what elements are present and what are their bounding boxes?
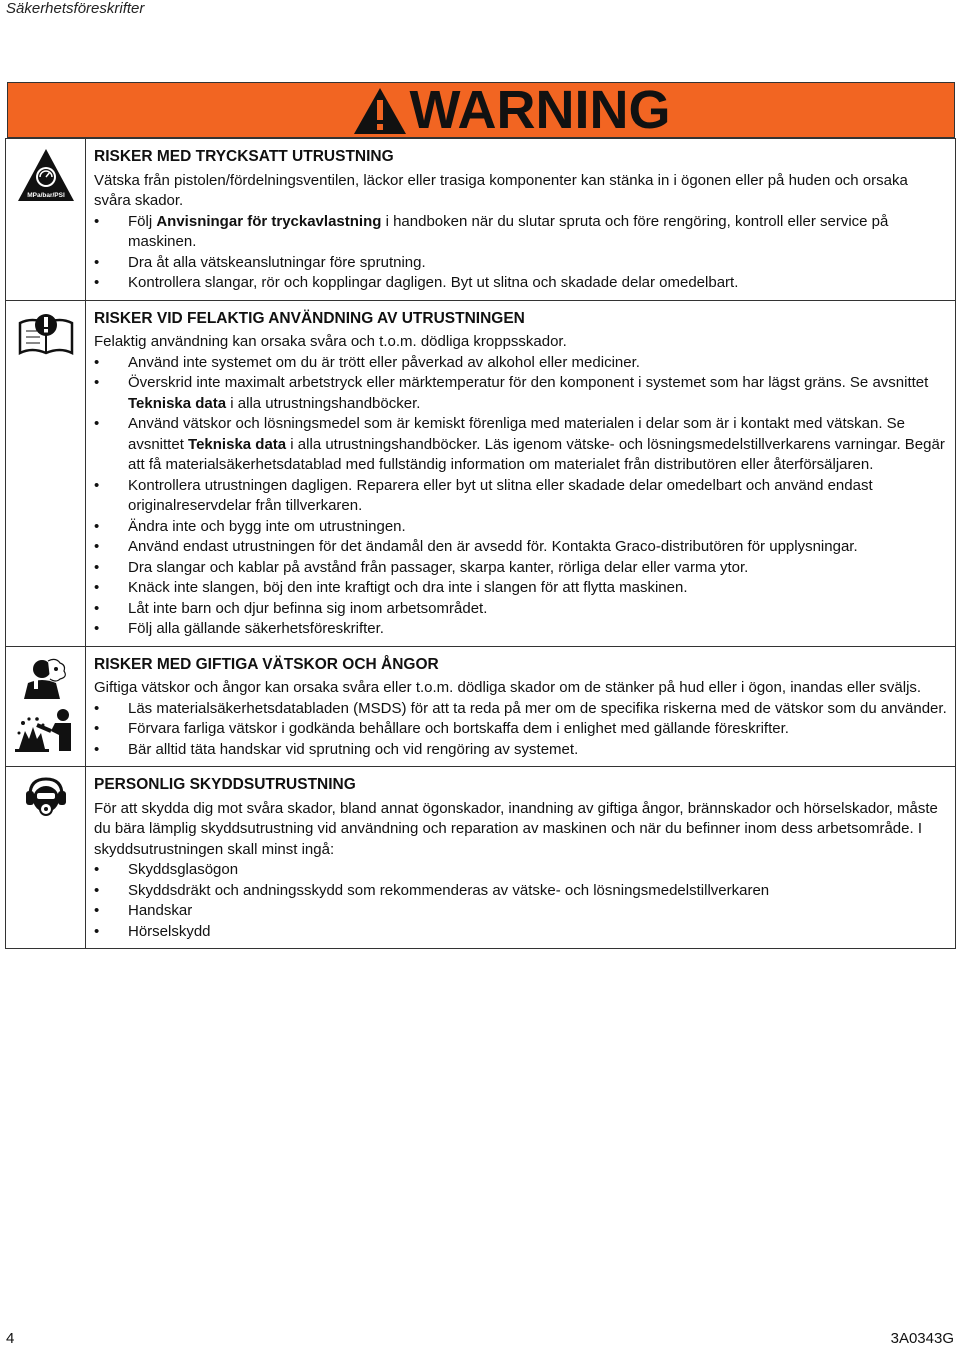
- hazard-text-cell: [86, 767, 956, 949]
- bullet-list: [94, 699, 947, 761]
- bullet-item: • Handskar: [94, 901, 947, 922]
- protective-gear-icon: [24, 775, 68, 821]
- bullet-item: • Dra slangar och kablar på avstånd från passager, skarpa kanter, rörliga delar eller varma ytor.: [94, 558, 947, 579]
- bullet-item: • Följ Anvisningar för tryckavlastning i handboken när du slutar spruta och före rengöring, kontroll eller service på maskinen.: [94, 212, 947, 253]
- section-intro: Felaktig användning kan orsaka svåra och t.o.m. dödliga kroppsskador.: [94, 333, 567, 350]
- section-title: RISKER VID FELAKTIG ANVÄNDNING AV UTRUSTNINGEN: [94, 309, 525, 327]
- warning-banner: [7, 82, 955, 138]
- section-intro: Giftiga vätskor och ångor kan orsaka svåra eller t.o.m. dödliga skador om de stänker på hud eller i ögon, inandas eller sväljs.: [94, 679, 922, 696]
- bullet-item: • Följ alla gällande säkerhetsföreskrifter.: [94, 619, 947, 640]
- section-title: RISKER MED TRYCKSATT UTRUSTNING: [94, 148, 394, 165]
- bullet-item: • Knäck inte slangen, böj den inte kraftigt och dra inte i slangen för att flytta maskinen.: [94, 578, 947, 599]
- bullet-item: • Låt inte barn och djur befinna sig inom arbetsområdet.: [94, 599, 947, 620]
- icon-cell: [6, 139, 86, 301]
- hazard-text-cell: [86, 300, 956, 646]
- bullet-item: • Ändra inte och bygg inte om utrustningen.: [94, 517, 947, 538]
- bullet-item: • Läs materialsäkerhetsdatabladen (MSDS) för att ta reda på mer om de specifika riskerna med de vätskor som du använder.: [94, 699, 947, 720]
- document-code: 3A0343G: [890, 1330, 954, 1347]
- bullet-item: • Förvara farliga vätskor i godkända behållare och bortskaffa dem i enlighet med gällande föreskrifter.: [94, 719, 947, 740]
- bullet-list: [94, 860, 947, 942]
- hazard-text-cell: [86, 646, 956, 767]
- section-title: PERSONLIG SKYDDSUTRUSTNING: [94, 776, 356, 793]
- hazard-row-pressure: [6, 139, 956, 301]
- bullet-item: • Överskrid inte maximalt arbetstryck eller märktemperatur för den komponent i systemet som har lägst gräns. Se avsnittet Tekniska data i alla utrustningshandböcker.: [94, 373, 947, 414]
- bullet-list: [94, 212, 947, 294]
- bullet-item: • Kontrollera utrustningen dagligen. Reparera eller byt ut slitna eller skadade delar omedelbart och använd endast originalreservdelar från tillverkaren.: [94, 476, 947, 517]
- bullet-item: • Använd endast utrustningen för det ändamål den är avsedd för. Kontakta Graco-distributören för upplysningar.: [94, 537, 947, 558]
- hazard-table: [5, 138, 956, 949]
- icon-cell: [6, 300, 86, 646]
- gauge-units-label: MPa/bar/PSI: [26, 192, 65, 199]
- manual-warning-icon: [16, 309, 76, 359]
- bullet-list: [94, 353, 947, 640]
- hazard-row-ppe: [6, 767, 956, 949]
- icon-cell: [6, 646, 86, 767]
- hazard-text-cell: [86, 139, 956, 301]
- section-intro: Vätska från pistolen/fördelningsventilen, läckor eller trasiga komponenter kan stänka in i ögonen eller på huden och orsaka svåra skador.: [94, 171, 908, 209]
- section-intro: För att skydda dig mot svåra skador, bland annat ögonskador, inandning av giftiga ångor, brännskador och hörselskador, måste du bära lämplig skyddsutrustning vid användning och reparation av maskinen och när du befinner inom dess arbetsområde. I skyddsutrustningen skall minst ingå:: [94, 799, 938, 858]
- warning-triangle-icon: [352, 86, 408, 136]
- bullet-item: • Hörselskydd: [94, 922, 947, 943]
- bullet-item: • Använd vätskor och lösningsmedel som är kemiskt förenliga med materialen i delar som är i kontakt med vätskan. Se avsnittet Tekniska data i alla utrustningshandböcker. Läs igenom vätske- och lösningsmedelstillverkarens varningar. Begär att få materialsäkerhetsdatablad med fullständig information om materialet från distributören eller återförsäljaren.: [94, 414, 947, 476]
- bullet-item: • Bär alltid täta handskar vid sprutning och vid rengöring av systemet.: [94, 740, 947, 761]
- warning-heading: WARNING: [409, 80, 671, 140]
- bullet-item: • Använd inte systemet om du är trött eller påverkad av alkohol eller mediciner.: [94, 353, 947, 374]
- running-title: Säkerhetsföreskrifter: [6, 0, 145, 17]
- hazard-row-misuse: [6, 300, 956, 646]
- toxic-fumes-icon: [16, 655, 76, 699]
- bullet-item: • Skyddsdräkt och andningsskydd som rekommenderas av vätske- och lösningsmedelstillverkaren: [94, 881, 947, 902]
- page-number: 4: [6, 1330, 15, 1347]
- bullet-item: • Dra åt alla vätskeanslutningar före sprutning.: [94, 253, 947, 274]
- section-title: RISKER MED GIFTIGA VÄTSKOR OCH ÅNGOR: [94, 655, 439, 673]
- icon-cell: [6, 767, 86, 949]
- hazard-row-toxic: [6, 646, 956, 767]
- pressure-gauge-icon: [16, 147, 76, 203]
- bullet-item: • Kontrollera slangar, rör och kopplingar dagligen. Byt ut slitna och skadade delar omedelbart.: [94, 273, 947, 294]
- bullet-item: • Skyddsglasögon: [94, 860, 947, 881]
- skin-splash-icon: [15, 705, 77, 753]
